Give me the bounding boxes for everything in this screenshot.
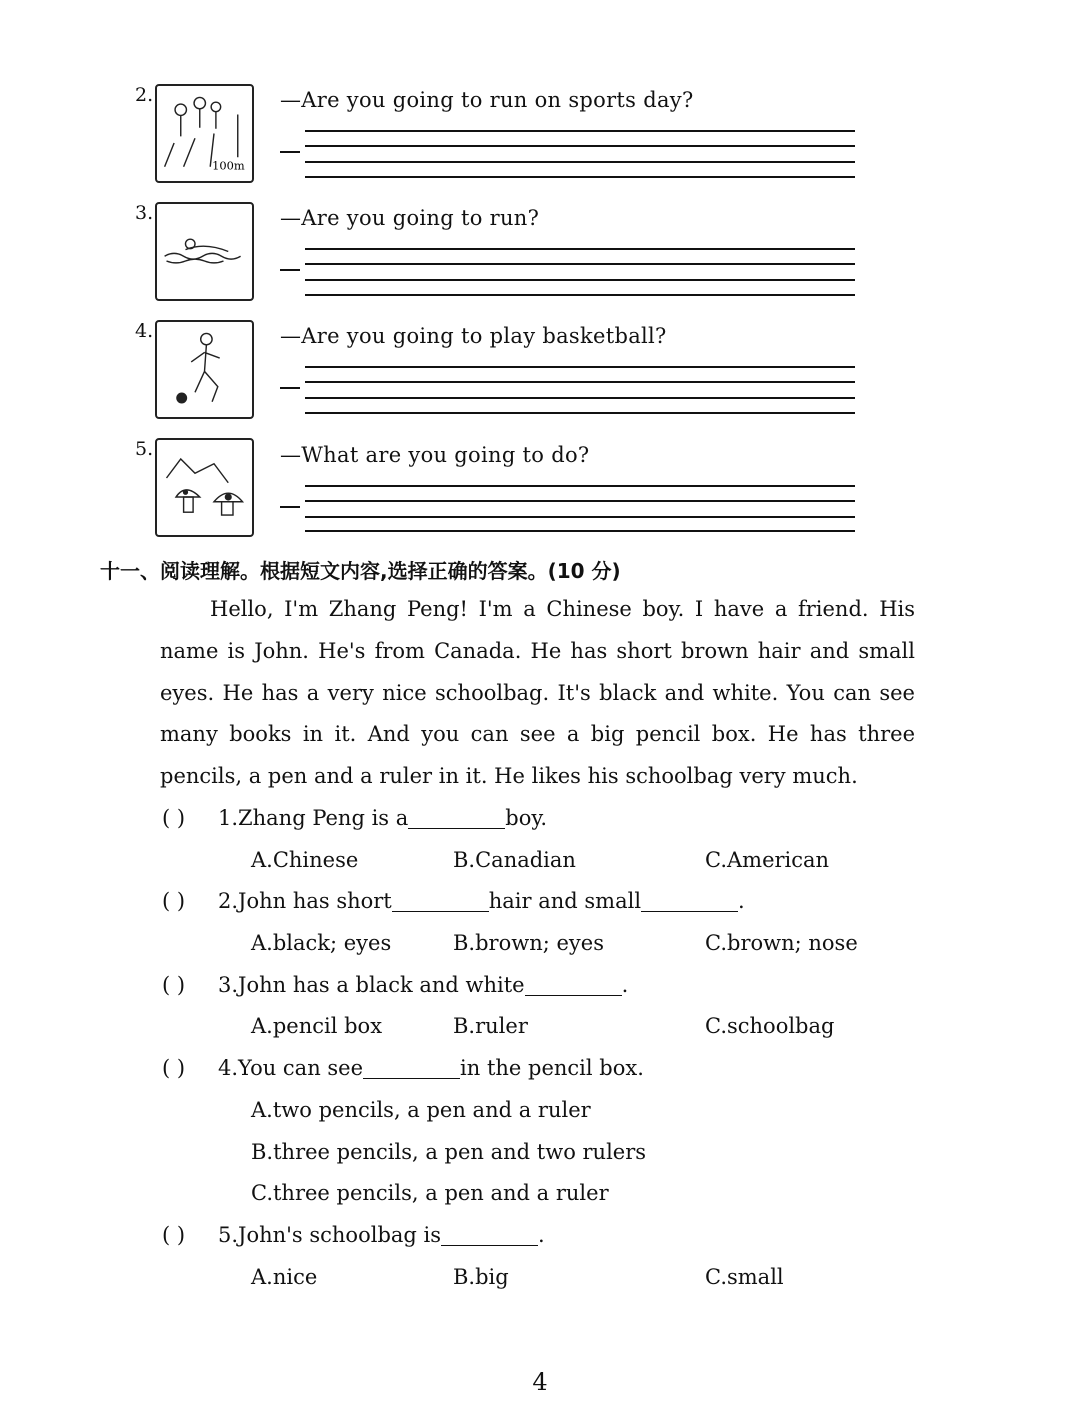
- blank[interactable]: [525, 974, 622, 996]
- question-text: —Are you going to run on sports day?: [280, 88, 694, 112]
- option-a: A.Chinese: [251, 848, 359, 872]
- question-text: .: [538, 1223, 545, 1247]
- item-number: 2.: [135, 84, 154, 106]
- answer-dash: [280, 506, 300, 508]
- answer-paren[interactable]: ( ): [162, 973, 186, 997]
- answer-line[interactable]: [305, 279, 855, 281]
- svg-text:100m: 100m: [212, 158, 245, 173]
- answer-line[interactable]: [305, 516, 855, 518]
- item-number: 5.: [135, 438, 154, 460]
- option-b: B.Canadian: [453, 848, 576, 872]
- question-text: —Are you going to play basketball?: [280, 324, 667, 348]
- blank[interactable]: [392, 890, 489, 912]
- option-c: C.brown; nose: [705, 931, 858, 955]
- option-a: A.black; eyes: [251, 931, 392, 955]
- answer-dash: [280, 387, 300, 389]
- answer-line[interactable]: [305, 485, 855, 487]
- question-text: .: [738, 889, 745, 913]
- question-text: 4.You can see: [218, 1056, 364, 1080]
- option-b: B.three pencils, a pen and two rulers: [251, 1140, 647, 1164]
- park-picture: [155, 438, 254, 537]
- question-2: [218, 889, 745, 913]
- answer-line[interactable]: [305, 366, 855, 368]
- page-number: 4: [532, 1368, 548, 1396]
- blank[interactable]: [408, 807, 505, 829]
- answer-line[interactable]: [305, 397, 855, 399]
- answer-paren[interactable]: ( ): [162, 1223, 186, 1247]
- answer-paren[interactable]: ( ): [162, 889, 186, 913]
- option-c: C.schoolbag: [705, 1014, 835, 1038]
- question-text: 2.John has short: [218, 889, 392, 913]
- answer-line[interactable]: [305, 530, 855, 532]
- option-c: C.American: [705, 848, 830, 872]
- option-b: B.brown; eyes: [453, 931, 604, 955]
- answer-line[interactable]: [305, 412, 855, 414]
- question-text: .: [621, 973, 629, 997]
- answer-line[interactable]: [305, 500, 855, 502]
- swimming-picture: [155, 202, 254, 301]
- answer-line[interactable]: [305, 161, 855, 163]
- answer-dash: [280, 269, 300, 271]
- question-text: 3.John has a black and white: [218, 973, 525, 997]
- answer-line[interactable]: [305, 145, 855, 147]
- answer-line[interactable]: [305, 176, 855, 178]
- question-text: boy.: [505, 806, 548, 830]
- blank[interactable]: [363, 1057, 460, 1079]
- answer-paren[interactable]: ( ): [162, 1056, 186, 1080]
- question-5: [218, 1223, 545, 1247]
- answer-dash: [280, 151, 300, 153]
- question-4: [218, 1056, 644, 1080]
- question-3: [218, 973, 628, 997]
- option-a: A.two pencils, a pen and a ruler: [251, 1098, 591, 1122]
- question-text: in the pencil box.: [460, 1056, 644, 1080]
- blank[interactable]: [641, 890, 738, 912]
- item-number: 4.: [135, 320, 154, 342]
- question-text: hair and small: [488, 889, 642, 913]
- answer-line[interactable]: [305, 263, 855, 265]
- reading-passage: [160, 589, 915, 798]
- swimmer-icon: [157, 204, 252, 299]
- football-player-icon: [157, 322, 252, 417]
- question-text: 5.John's schoolbag is: [218, 1223, 442, 1247]
- blank[interactable]: [441, 1224, 538, 1246]
- mushroom-houses-icon: [157, 440, 252, 535]
- runners-icon: [157, 86, 252, 181]
- question-1: [218, 806, 547, 830]
- option-b: B.ruler: [453, 1014, 528, 1038]
- option-a: A.nice: [251, 1265, 318, 1289]
- passage-text: Hello, I'm Zhang Peng! I'm a Chinese boy. I have a friend. His name is John. He's from Canada. He has short brown hair and small eyes. He has a very nice schoolbag. It's black and white. You can see many books in it. And you can see a big pencil box. He has three pencils, a pen and a ruler in it. He likes his schoolbag very much.: [160, 597, 915, 789]
- answer-paren[interactable]: ( ): [162, 806, 186, 830]
- ball-player-picture: [155, 320, 254, 419]
- running-race-picture: [155, 84, 254, 183]
- question-text: —Are you going to run?: [280, 206, 540, 230]
- section-heading: 十一、阅读理解。根据短文内容,选择正确的答案。(10 分): [100, 559, 621, 583]
- answer-line[interactable]: [305, 381, 855, 383]
- item-number: 3.: [135, 202, 154, 224]
- question-text: —What are you going to do?: [280, 443, 590, 467]
- answer-line[interactable]: [305, 130, 855, 132]
- option-c: C.small: [705, 1265, 784, 1289]
- option-a: A.pencil box: [251, 1014, 383, 1038]
- answer-line[interactable]: [305, 294, 855, 296]
- option-b: B.big: [453, 1265, 509, 1289]
- question-text: 1.Zhang Peng is a: [218, 806, 409, 830]
- answer-line[interactable]: [305, 248, 855, 250]
- option-c: C.three pencils, a pen and a ruler: [251, 1181, 609, 1205]
